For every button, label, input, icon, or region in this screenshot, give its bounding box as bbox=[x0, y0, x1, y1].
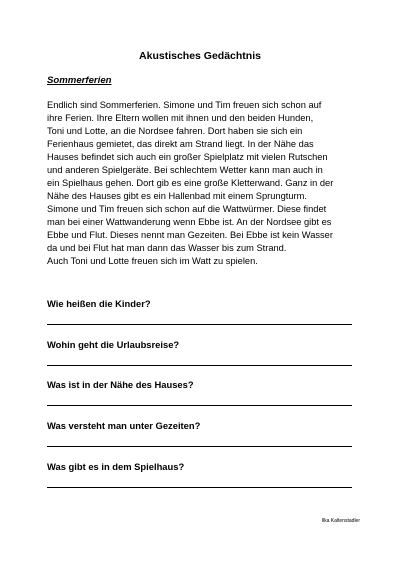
question-4 bbox=[47, 420, 352, 432]
story-line: ihre Ferien. Ihre Eltern wollen mit ihnen und den beiden Hunden, bbox=[47, 113, 314, 123]
story-line: Nähe des Hauses gibt es ein Hallenbad mit einem Sprungturm. bbox=[47, 191, 307, 201]
answer-line[interactable] bbox=[47, 365, 352, 366]
question-1 bbox=[47, 298, 352, 310]
author-credit: Ilka Kaltenstadler bbox=[321, 518, 360, 524]
story-line: und anderen Spielgeräte. Bei schlechtem Wetter kann man auch in bbox=[47, 165, 323, 175]
question-text: Was versteht man unter Gezeiten? bbox=[47, 420, 201, 431]
question-5 bbox=[47, 461, 352, 473]
story-line: Endlich sind Sommerferien. Simone und Tim freuen sich schon auf bbox=[47, 100, 322, 110]
answer-line[interactable] bbox=[47, 324, 352, 325]
page-title: Akustisches Gedächtnis bbox=[139, 50, 261, 62]
question-2 bbox=[47, 339, 352, 351]
question-3 bbox=[47, 379, 352, 391]
question-text: Was ist in der Nähe des Hauses? bbox=[47, 379, 194, 390]
answer-line[interactable] bbox=[47, 446, 352, 447]
story-line: Auch Toni und Lotte freuen sich im Watt zu spielen. bbox=[47, 256, 258, 266]
story-line: ein Spielhaus gehen. Dort gib es eine große Kletterwand. Ganz in der bbox=[47, 178, 334, 188]
story-line: man bei einer Wattwanderung wenn Ebbe ist. An der Nordsee gibt es bbox=[47, 217, 332, 227]
story-line: Ferienhaus gemietet, das direkt am Strand liegt. In der Nähe das bbox=[47, 139, 314, 149]
answer-line[interactable] bbox=[47, 487, 352, 488]
answer-line[interactable] bbox=[47, 405, 352, 406]
question-text: Wohin geht die Urlaubsreise? bbox=[47, 339, 180, 350]
story-line: Hauses befindet sich auch ein großer Spielplatz mit vielen Rutschen bbox=[47, 152, 328, 162]
story-text bbox=[47, 99, 367, 268]
story-line: Toni und Lotte, an die Nordsee fahren. Dort haben sie sich ein bbox=[47, 126, 303, 136]
story-line: da und bei Flut hat man dann das Wasser bis zum Strand. bbox=[47, 243, 287, 253]
story-line: Simone und Tim freuen sich schon auf die Wattwürmer. Diese findet bbox=[47, 204, 327, 214]
story-subtitle: Sommerferien bbox=[47, 75, 112, 86]
question-text: Wie heißen die Kinder? bbox=[47, 298, 151, 309]
question-text: Was gibt es in dem Spielhaus? bbox=[47, 461, 185, 472]
story-line: Ebbe und Flut. Dieses nennt man Gezeiten. Bei Ebbe ist kein Wasser bbox=[47, 230, 333, 240]
